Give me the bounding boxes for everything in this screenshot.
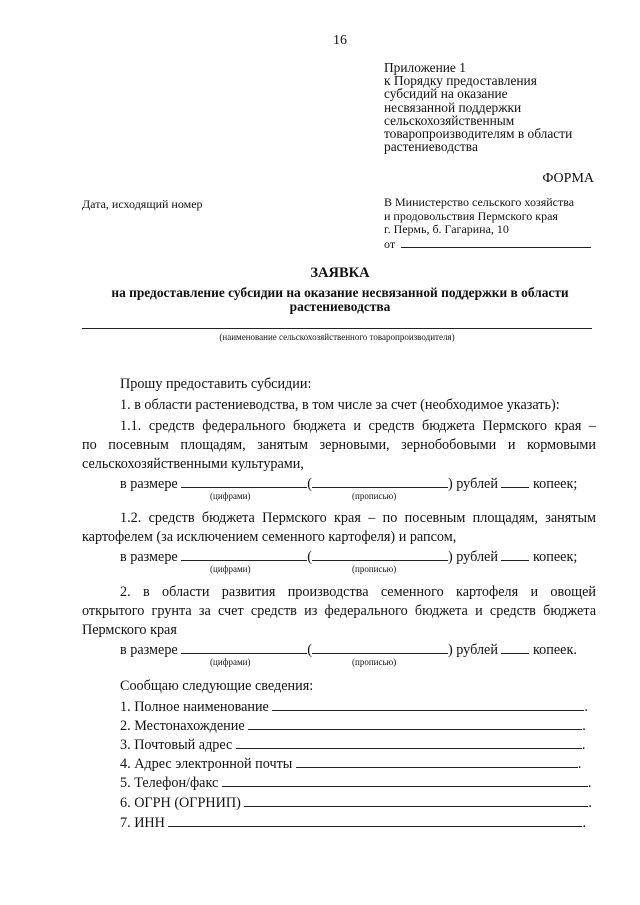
kopecks-field[interactable] <box>501 547 529 561</box>
amount-row-3 <box>120 640 577 659</box>
info-item-label: 4. Адрес электронной почты <box>120 756 293 772</box>
digits-caption: (цифрами) <box>210 564 251 574</box>
date-number-label: Дата, исходящий номер <box>82 197 203 211</box>
appendix-line: субсидий на оказание <box>384 86 508 102</box>
email-field[interactable] <box>296 754 578 768</box>
line-end: . <box>577 756 582 772</box>
postal-address-field[interactable] <box>236 735 582 749</box>
words-caption: (прописью) <box>352 491 397 501</box>
amount-prefix: в размере <box>120 642 178 658</box>
words-caption: (прописью) <box>352 657 397 667</box>
producer-name-caption: (наименование сельскохозяйственного товаропроизводителя) <box>219 332 455 342</box>
phone-fax-field[interactable] <box>222 773 588 787</box>
rubles-label: ) рублей <box>448 642 498 658</box>
amount-row-2 <box>120 547 577 566</box>
item-1-2-line: 1.2. средств бюджета Пермского края – по посевным площадям, занятым <box>120 510 596 526</box>
info-item-label: 7. ИНН <box>120 815 165 831</box>
kopecks-label: копеек; <box>533 476 578 492</box>
item-1-1-line: по посевным площадям, занятым зерновыми, зернобобовыми и кормовыми <box>82 437 596 453</box>
open-paren: ( <box>307 642 312 658</box>
info-item-postal-address <box>120 735 585 754</box>
line-end: . <box>584 699 588 715</box>
amount-row-1 <box>120 474 577 493</box>
appendix-line: Приложение 1 <box>384 60 466 75</box>
kopecks-label: копеек. <box>533 642 577 658</box>
open-paren: ( <box>307 476 312 492</box>
info-item-label: 3. Почтовый адрес <box>120 737 233 753</box>
rubles-label: ) рублей <box>448 549 498 565</box>
recipient-block <box>384 196 591 251</box>
kopecks-field[interactable] <box>501 640 529 654</box>
line-end: . <box>588 795 592 811</box>
appendix-line: к Порядку предоставления <box>384 73 537 89</box>
amount-words-field[interactable] <box>312 547 448 561</box>
item-1: 1. в области растениеводства, в том числе за счет (необходимое указать): <box>120 397 560 413</box>
document-title: ЗАЯВКА <box>310 265 370 281</box>
from-field[interactable] <box>401 237 591 248</box>
item-2-line: 2. в области развития производства семенного картофеля и овощей <box>120 584 596 600</box>
page-number: 16 <box>333 33 347 48</box>
info-item-inn <box>120 813 586 832</box>
info-item-email <box>120 754 581 773</box>
item-2-line: открытого грунта за счет средств из федерального бюджета и средств бюджета <box>82 603 596 619</box>
words-caption: (прописью) <box>352 564 397 574</box>
recipient-line: В Министерство сельского хозяйства <box>384 195 575 209</box>
info-intro: Сообщаю следующие сведения: <box>120 678 314 694</box>
amount-prefix: в размере <box>120 476 178 492</box>
request-intro: Прошу предоставить субсидии: <box>120 376 312 392</box>
item-1-1-line: сельскохозяйственными культурами, <box>82 456 304 472</box>
info-item-ogrn <box>120 793 592 812</box>
item-1-1-line: 1.1. средств федерального бюджета и средств бюджета Пермского края – <box>120 418 596 434</box>
amount-digits-field[interactable] <box>181 474 307 488</box>
info-item-label: 1. Полное наименование <box>120 699 269 715</box>
item-2-line: Пермского края <box>82 622 177 638</box>
appendix-line: сельскохозяйственным <box>384 112 515 128</box>
kopecks-field[interactable] <box>501 474 529 488</box>
appendix-line: несвязанной поддержки <box>384 99 522 115</box>
info-item-phone-fax <box>120 773 591 792</box>
info-item-location <box>120 716 586 735</box>
appendix-block <box>384 61 572 153</box>
line-end: . <box>581 737 586 753</box>
info-item-label: 5. Телефон/факс <box>120 775 219 791</box>
info-item-label: 6. ОГРН (ОГРНИП) <box>120 795 241 811</box>
info-item-full-name <box>120 697 588 716</box>
amount-words-field[interactable] <box>312 640 448 654</box>
amount-digits-field[interactable] <box>181 640 307 654</box>
appendix-line: растениеводства <box>384 139 478 155</box>
inn-field[interactable] <box>168 813 582 827</box>
ogrn-field[interactable] <box>244 793 588 807</box>
recipient-line: г. Пермь, б. Гагарина, 10 <box>384 222 509 236</box>
full-name-field[interactable] <box>272 697 584 711</box>
digits-caption: (цифрами) <box>210 657 251 667</box>
document-subtitle: на предоставление субсидии на оказание несвязанной поддержки в области растениеводства <box>111 285 569 314</box>
recipient-from-row <box>384 237 591 252</box>
amount-words-field[interactable] <box>312 474 448 488</box>
line-end: . <box>582 718 586 734</box>
appendix-line: товаропроизводителям в области <box>384 126 573 142</box>
item-1-2-line: картофелем (за исключением семенного картофеля) и рапсом, <box>82 529 457 545</box>
info-item-label: 2. Местонахождение <box>120 718 245 734</box>
open-paren: ( <box>307 549 312 565</box>
amount-digits-field[interactable] <box>181 547 307 561</box>
line-end: . <box>587 775 592 791</box>
line-end: . <box>582 815 587 831</box>
from-label: от <box>384 236 396 251</box>
amount-prefix: в размере <box>120 549 178 565</box>
digits-caption: (цифрами) <box>210 491 251 501</box>
form-label: ФОРМА <box>542 171 594 186</box>
rubles-label: ) рублей <box>448 476 498 492</box>
producer-name-field[interactable] <box>82 328 592 329</box>
location-field[interactable] <box>248 716 582 730</box>
recipient-line: и продовольствия Пермского края <box>384 208 558 223</box>
kopecks-label: копеек; <box>533 549 578 565</box>
